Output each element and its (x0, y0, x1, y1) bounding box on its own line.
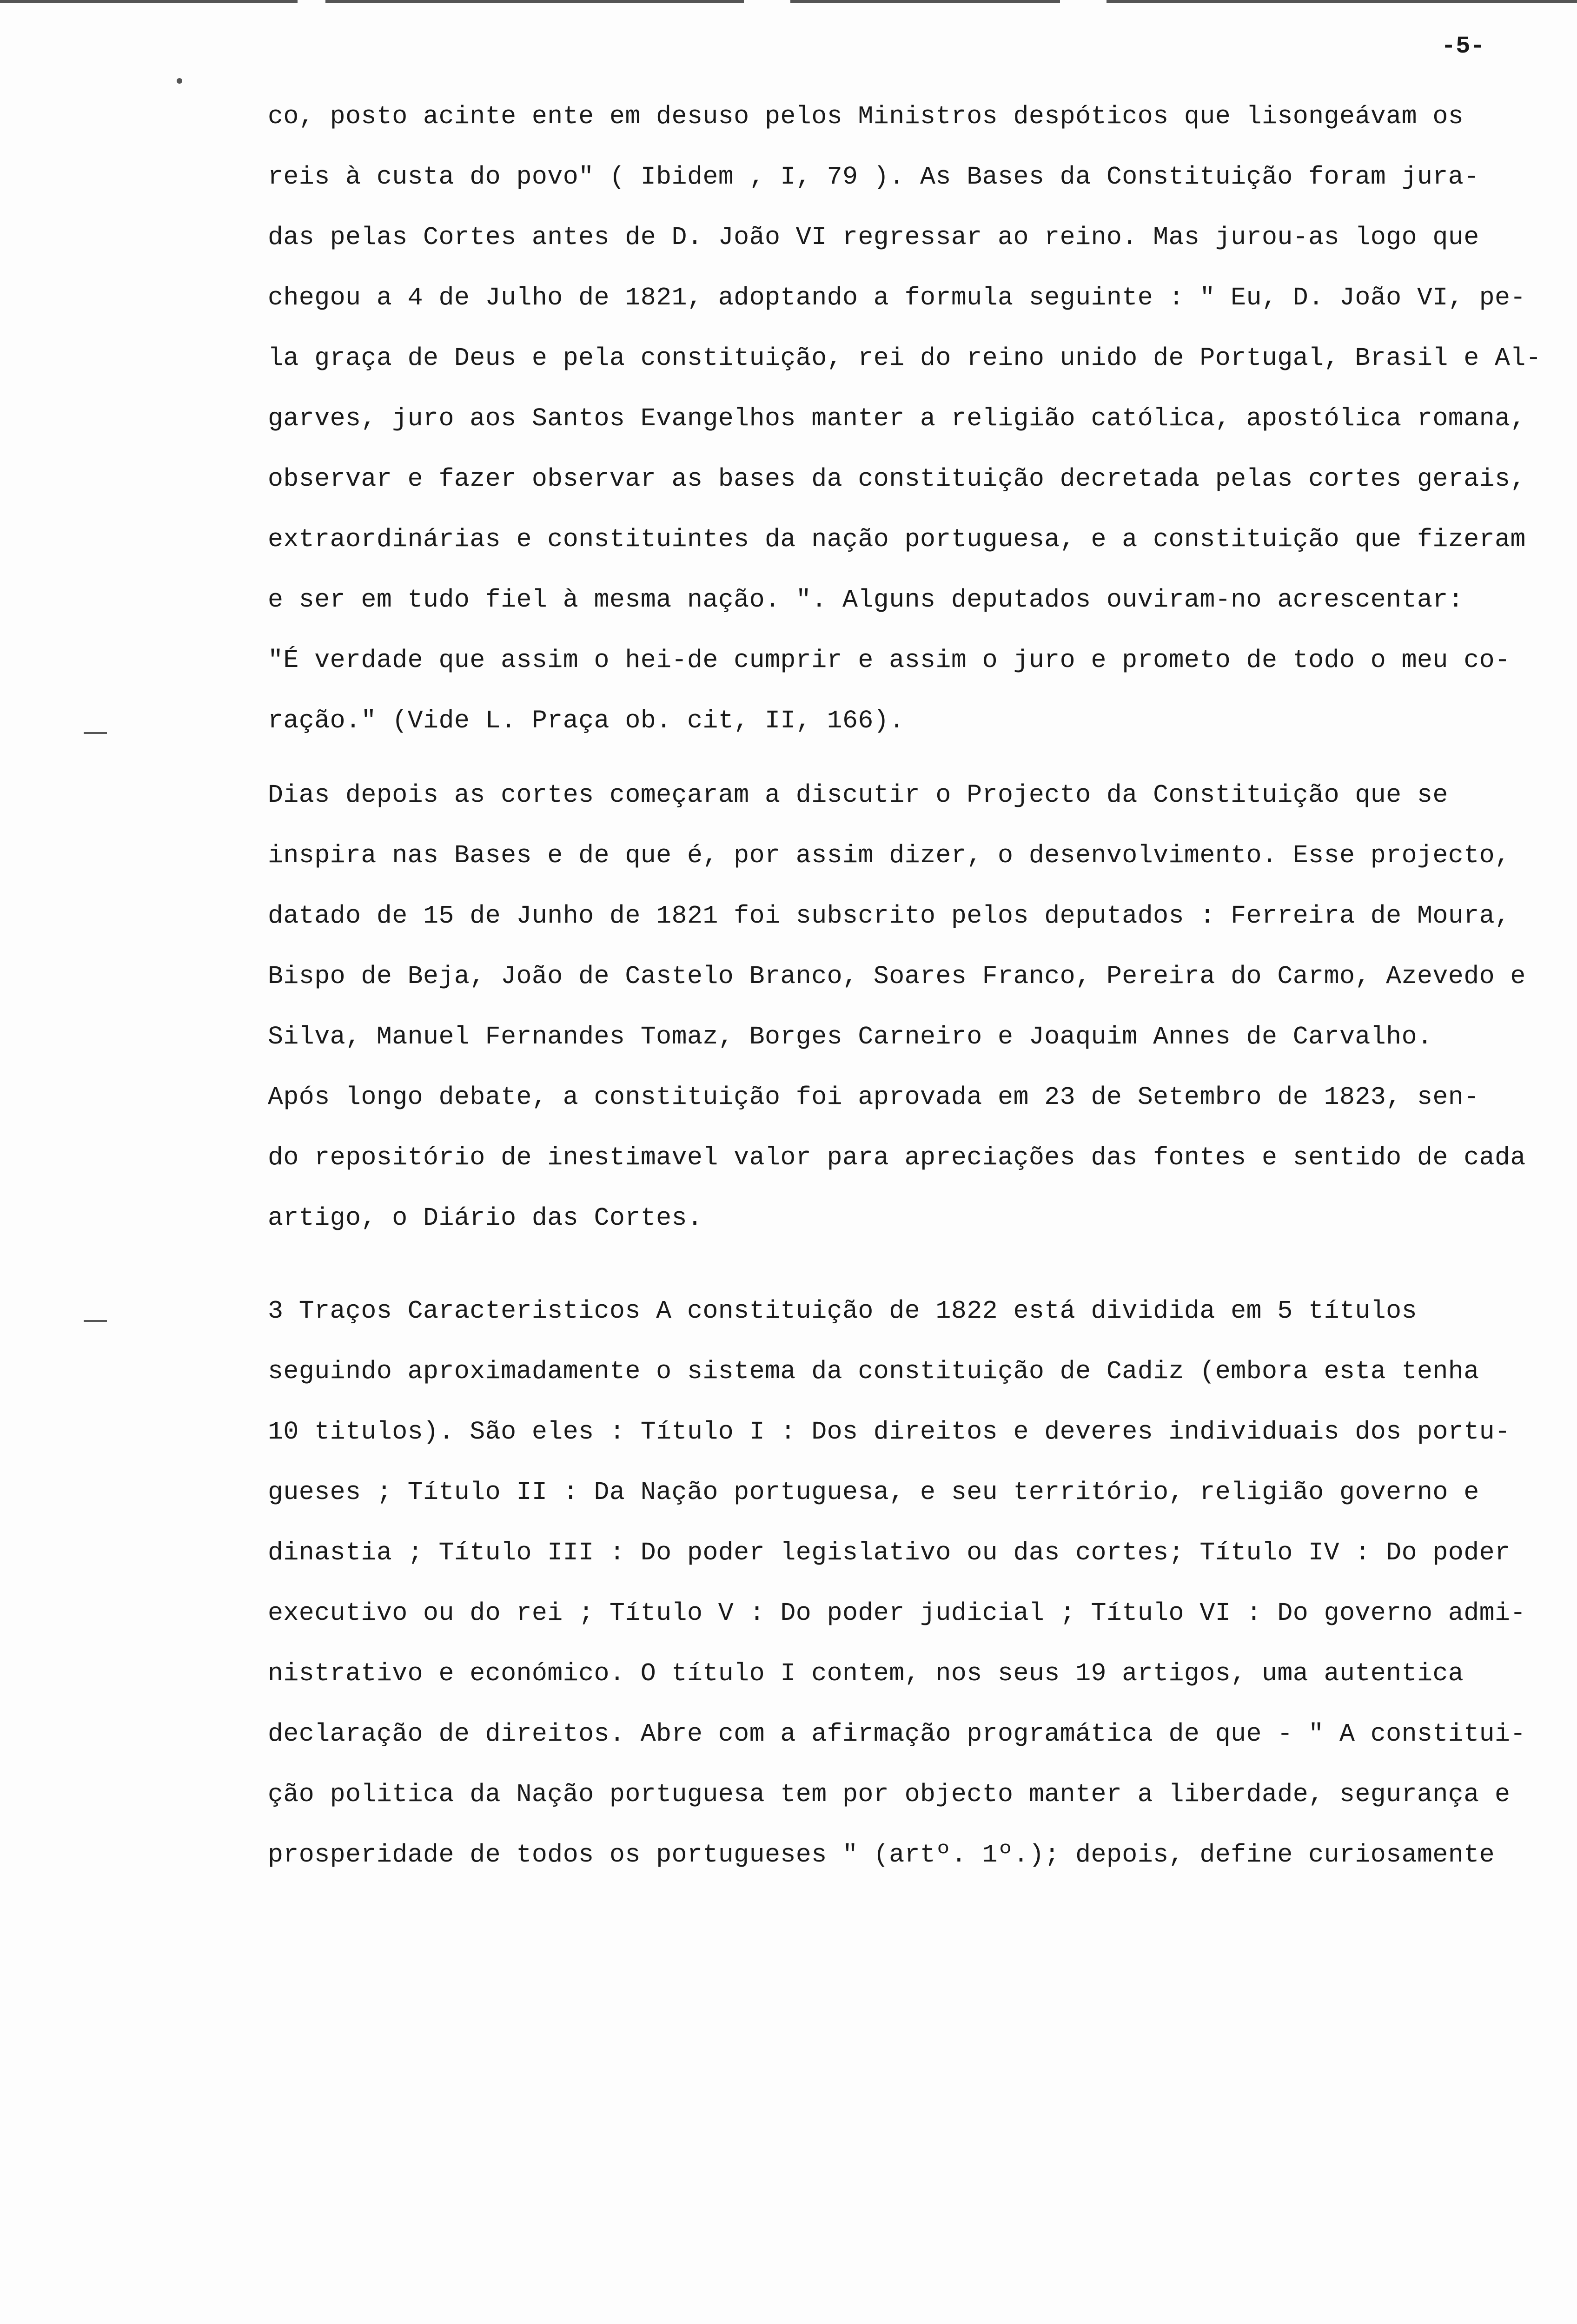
text-line: observar e fazer observar as bases da constituição decretada pelas cortes gerais, (268, 465, 1526, 494)
text-line: garves, juro aos Santos Evangelhos manter a religião católica, apostólica romana, (268, 404, 1526, 433)
text-line: Silva, Manuel Fernandes Tomaz, Borges Carneiro e Joaquim Annes de Carvalho. (268, 1023, 1433, 1051)
text-line: do repositório de inestimavel valor para apreciações das fontes e sentido de cada (268, 1143, 1526, 1172)
text-line: chegou a 4 de Julho de 1821, adoptando a formula seguinte : " Eu, D. João VI, pe- (268, 284, 1526, 312)
text-line: artigo, o Diário das Cortes. (268, 1204, 703, 1233)
text-line: Dias depois as cortes começaram a discutir o Projecto da Constituição que se (268, 781, 1448, 810)
paragraph (268, 102, 1546, 767)
top-rule (790, 0, 1060, 3)
text-line: ração." (Vide L. Praça ob. cit, II, 166). (268, 706, 905, 735)
text-line: executivo ou do rei ; Título V : Do poder judicial ; Título VI : Do governo admi- (268, 1599, 1526, 1628)
text-line: "É verdade que assim o hei-de cumprir e assim o juro e prometo de todo o meu co- (268, 646, 1511, 675)
text-line: e ser em tudo fiel à mesma nação. ". Alguns deputados ouviram-no acrescentar: (268, 586, 1464, 614)
margin-mark (177, 78, 182, 84)
text-line: extraordinárias e constituintes da nação portuguesa, e a constituição que fizeram (268, 525, 1526, 554)
text-line: 3 Traços Caracteristicos A constituição de 1822 está dividida em 5 títulos (268, 1297, 1417, 1326)
paragraph (268, 1297, 1546, 1901)
text-line: seguindo aproximadamente o sistema da constituição de Cadiz (embora esta tenha (268, 1357, 1479, 1386)
page-number: -5- (1441, 33, 1485, 60)
text-line: la graça de Deus e pela constituição, rei do reino unido de Portugal, Brasil e Al- (268, 344, 1542, 373)
text-line: dinastia ; Título III : Do poder legislativo ou das cortes; Título IV : Do poder (268, 1538, 1511, 1567)
text-line: reis à custa do povo" ( Ibidem , I, 79 ). As Bases da Constituição foram jura- (268, 163, 1479, 191)
margin-mark (84, 732, 107, 734)
text-line: das pelas Cortes antes de D. João VI regressar ao reino. Mas jurou-as logo que (268, 223, 1479, 252)
text-line: gueses ; Título II : Da Nação portuguesa, e seu território, religião governo e (268, 1478, 1479, 1507)
text-line: Após longo debate, a constituição foi aprovada em 23 de Setembro de 1823, sen- (268, 1083, 1479, 1112)
text-line: nistrativo e económico. O título I contem, nos seus 19 artigos, uma autentica (268, 1659, 1464, 1688)
top-rule (325, 0, 744, 3)
text-line: prosperidade de todos os portugueses " (artº. 1º.); depois, define curiosamente (268, 1841, 1495, 1869)
text-line: datado de 15 de Junho de 1821 foi subscrito pelos deputados : Ferreira de Moura, (268, 902, 1511, 931)
text-line: inspira nas Bases e de que é, por assim dizer, o desenvolvimento. Esse projecto, (268, 841, 1511, 870)
top-rule (0, 0, 298, 3)
margin-mark (84, 1320, 107, 1322)
text-line: Bispo de Beja, João de Castelo Branco, Soares Franco, Pereira do Carmo, Azevedo e (268, 962, 1526, 991)
paragraph (268, 1083, 1546, 1264)
text-line: co, posto acinte ente em desuso pelos Ministros despóticos que lisongeávam os (268, 102, 1464, 131)
text-line: ção politica da Nação portuguesa tem por objecto manter a liberdade, segurança e (268, 1780, 1511, 1809)
text-line: 10 titulos). São eles : Título I : Dos direitos e deveres individuais dos portu- (268, 1418, 1511, 1446)
top-rule (1107, 0, 1577, 3)
text-line: declaração de direitos. Abre com a afirmação programática de que - " A constitui- (268, 1720, 1526, 1749)
paragraph (268, 781, 1546, 1083)
